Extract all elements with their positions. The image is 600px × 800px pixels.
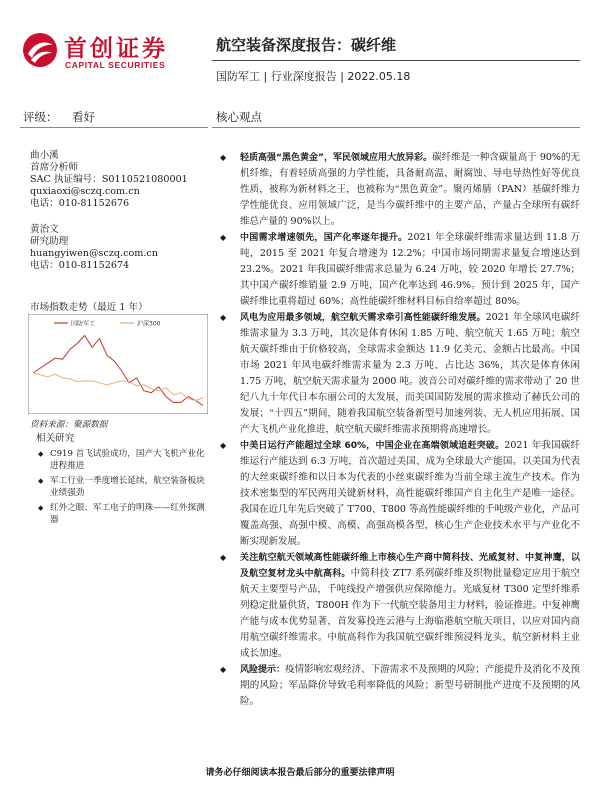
bullet-icon: ◆ [220, 553, 227, 562]
bullet-icon: ◆ [220, 313, 227, 322]
analyst-card [30, 150, 188, 210]
logo-mark-icon [22, 32, 58, 68]
series-line-defense [33, 336, 203, 406]
analyst-card [30, 224, 158, 272]
related-item[interactable]: ◆ C919 首飞试验成功，国产大飞机产业化进程推进 [38, 448, 206, 472]
viewpoint-heading: 轻质高强“黑色黄金”，军民领域应用大放异彩。 [240, 153, 433, 163]
section-bar [212, 106, 580, 128]
market-index-chart [28, 314, 208, 414]
analyst-name: 黄治文 [30, 224, 59, 235]
bullet-icon: ◆ [220, 233, 227, 242]
legal-notice: 请务必仔细阅读本报告最后部分的重要法律声明 [205, 768, 395, 778]
analyst-phone: 电话：010-81152674 [30, 260, 130, 271]
rating-label: 评级： [23, 110, 58, 124]
related-list [38, 448, 206, 529]
viewpoint-text: 2021 年全球碳纤维需求量达到 11.8 万吨，2015 至 2021 年复合增速为 12.2%；中国市场同期需求量复合增速达到 23.2%。2021 年我国碳纤维需求总量为 6.24 万吨，较 2020 年增长 27.7%；其中国产碳纤维销量 2.9 万吨，国产化率达到 46.9%。预计到 2025 年，国产碳纤维比重将超过 60%；高性能碳纤维材料目标自给率超过 80%。 [240, 232, 580, 307]
logo-name-en: CAPITAL SECURITIES [65, 60, 166, 70]
viewpoint-text: 2021 年全球风电碳纤维需求量为 3.3 万吨，其次是体育休闲 1.85 万吨、航空航天 1.65 万吨；航空航天碳纤维由于价格较高，全球需求金额达 11.9 亿美元、金额占比最高。中国市场 2021 年风电碳纤维需求量为 2.3 万吨、占比达 36%，其次是体育休闲 1.75 万吨，航空航天需求量为 2000 吨。波音公司对碳纤维的需求带动了 20 世纪八九十年代日本东丽公司的大发展，而美国国防发展的需求推动了赫氏公司的发展；“十四五”期间，随着我国航空装备新型号加速列装、无人机应用拓展、国产大飞机产业化推进，航空航天碳纤维需求预期将高速增长。 [240, 312, 580, 435]
company-logo [22, 30, 202, 78]
analyst-email[interactable]: quxiaoxi@sczq.com.cn [30, 186, 140, 197]
analyst-email[interactable]: huangyiwen@sczq.com.cn [30, 248, 158, 259]
analyst-role: 首席分析师 [30, 162, 78, 173]
viewpoint-text: 中简科技 ZT7 系列碳纤维及织物批量稳定应用于航空航天主要型号产品，千吨线投产增强供应保障能力。光威复材 T300 定型纤维系列稳定批量供货，T800H 作为下一代航空装备用主力材料，验证推进。中复神鹰产能与成本优势显著，首发募投连云港与上海临港航空航天项目，以应对国内商用航空碳纤维需求。中航高科作为我国航空碳纤维预浸料龙头，航空新材料主业成长加速。 [240, 568, 580, 659]
header-divider [212, 60, 580, 61]
core-viewpoints [216, 150, 580, 710]
report-meta: 国防军工 | 行业深度报告 | 2022.05.18 [216, 70, 411, 83]
analyst-name: 曲小溪 [30, 150, 59, 161]
rating-value: 看好 [72, 110, 95, 124]
chart-source: 资料来源：聚源数据 [30, 420, 108, 430]
viewpoint-paragraph [216, 662, 580, 710]
viewpoint-heading: 风电为应用最多领域，航空航天需求牵引高性能碳纤维发展。 [240, 313, 486, 323]
viewpoint-paragraph [216, 230, 580, 310]
related-item[interactable]: ◆ 红外之眼、军工电子的明珠——红外探测器 [38, 502, 206, 526]
viewpoint-text: 疫情影响宏观经济、下游需求不及预期的风险；产能提升及消化不及预期的风险；军品降价导致毛利率降低的风险；新型号研制批产进度不及预期的风险。 [240, 664, 580, 707]
viewpoint-paragraph [216, 550, 580, 662]
viewpoint-heading: 中美日运行产能超过全球 60%，中国企业在高端领域追赶突破。 [240, 441, 505, 451]
report-title: 航空装备深度报告：碳纤维 [216, 36, 397, 54]
viewpoint-heading: 风险提示： [240, 665, 286, 675]
analyst-role: 研究助理 [30, 236, 69, 247]
related-item[interactable]: ◆ 军工行业一季度增长延续，航空装备板块业绩强劲 [38, 475, 206, 499]
viewpoint-text: 2021 年我国碳纤维运行产能达到 6.3 万吨，首次超过美国、成为全球最大产能国。以美国为代表的大丝束碳纤维和以日本为代表的小丝束碳纤维为当前全球主流生产技术。作为技术密集型的军民两用关键新材料，高性能碳纤维国产自主化生产是唯一途径。我国在近几年先后突破了 T700、T800 等高性能碳纤维的千吨级产业化，产品可覆盖高强、高强中模、高模、高强高模各型，核心生产企业技术水平与产业化不断实现新发展。 [240, 440, 580, 547]
chart-title: 市场指数走势（最近 1 年） [30, 302, 148, 313]
viewpoint-paragraph [216, 150, 580, 230]
legend-label-defense: 国防军工 [71, 320, 96, 328]
series-line-csi300 [33, 373, 203, 401]
viewpoint-paragraph [216, 438, 580, 550]
rating-bar [20, 106, 208, 128]
bullet-icon: ◆ [220, 441, 227, 450]
viewpoint-heading: 中国需求增速领先，国产化率逐年提升。 [240, 233, 408, 243]
bullet-icon: ◆ [220, 153, 227, 162]
viewpoint-paragraph [216, 310, 580, 438]
logo-name-cn: 首创证券 [64, 36, 168, 62]
chart-frame [28, 314, 208, 414]
related-title: 相关研究 [36, 433, 75, 444]
legend-label-csi300: 沪深300 [137, 320, 161, 328]
analyst-phone: 电话：010-81152676 [30, 198, 130, 209]
section-title: 核心观点 [216, 110, 262, 124]
viewpoint-text: 碳纤维是一种含碳量高于 90%的无机纤维，有着轻质高强的力学性能，具备耐高温、耐腐蚀、导电导热性好等优良性质，被称为新材料之王，也被称为“黑色黄金”。聚丙烯腈（PAN）基碳纤维力学性能优良、应用领域广泛，是当今碳纤维中的主要产品，产量占全球所有碳纤维总产量的 90%以上。 [240, 152, 580, 227]
viewpoint-heading: 关注航空航天领域高性能碳纤维上市核心生产商中简科技、光威复材、中复神鹰，以及航空复材龙头中航高科。 [240, 553, 580, 579]
analyst-license: SAC 执证编号：S0110521080001 [30, 174, 188, 185]
bullet-icon: ◆ [220, 665, 227, 674]
